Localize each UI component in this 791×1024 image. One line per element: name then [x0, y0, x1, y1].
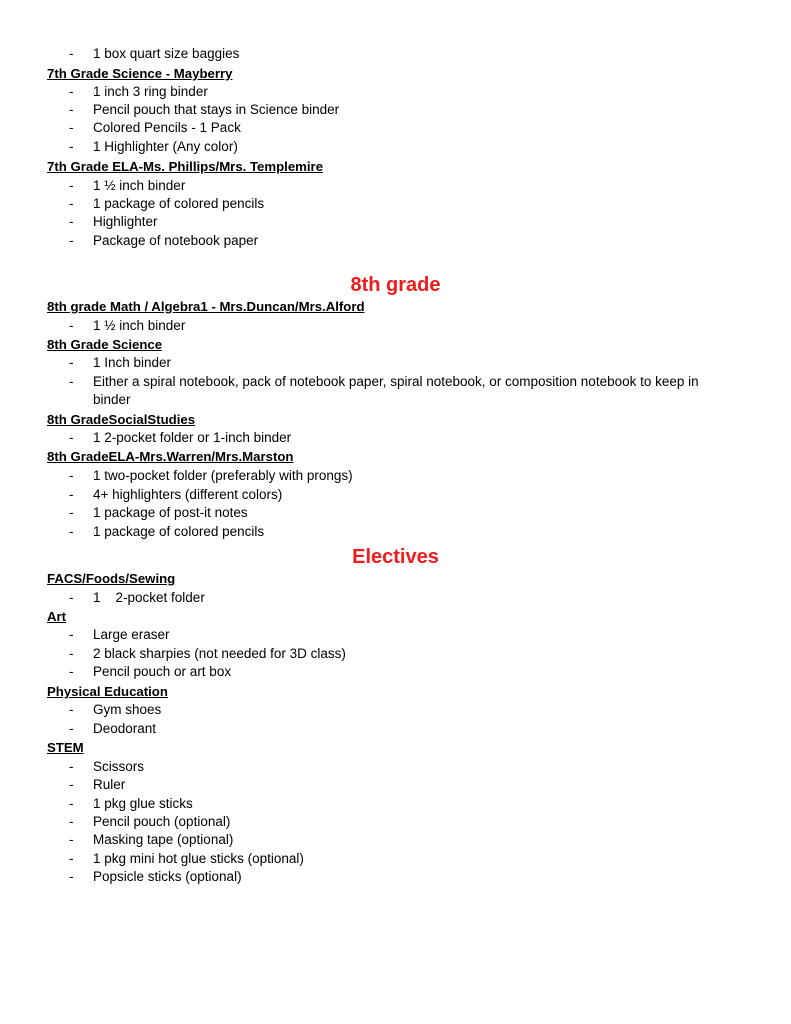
bullet-dash: - [69, 702, 74, 717]
bullet-dash: - [69, 869, 74, 884]
list-item-text: 1 ½ inch binder [93, 178, 186, 193]
bullet-dash: - [69, 355, 74, 370]
bullet-dash: - [69, 851, 74, 866]
bullet-dash: - [69, 721, 74, 736]
bullet-dash: - [69, 468, 74, 483]
list-item-text: Pencil pouch that stays in Science binder [93, 102, 340, 117]
list-item-text: Scissors [93, 759, 145, 774]
bullet-dash: - [69, 233, 74, 248]
bullet-dash: - [69, 178, 74, 193]
bullet-dash: - [69, 505, 74, 520]
list-item-text: Pencil pouch or art box [93, 664, 232, 679]
section-heading-8th-science: 8th Grade Science [47, 337, 163, 352]
list-item-text: 1 two-pocket folder (preferably with prongs) [93, 468, 353, 483]
bullet-dash: - [69, 796, 74, 811]
list-item-text: 1 ½ inch binder [93, 318, 186, 333]
list-item-text: Either a spiral notebook, pack of notebook paper, spiral notebook, or composition notebook to keep in [93, 374, 699, 389]
list-item-text: 1 package of colored pencils [93, 524, 265, 539]
list-item-text: 4+ highlighters (different colors) [93, 487, 283, 502]
section-heading-art: Art [47, 609, 67, 624]
list-item-text: Popsicle sticks (optional) [93, 869, 242, 884]
bullet-dash: - [69, 46, 74, 61]
bullet-dash: - [69, 196, 74, 211]
list-item-text: 1 2-pocket folder or 1-inch binder [93, 430, 292, 445]
bullet-dash: - [69, 374, 74, 389]
list-item-text: Highlighter [93, 214, 158, 229]
bullet-dash: - [69, 487, 74, 502]
list-item-text: 1 package of post-it notes [93, 505, 248, 520]
list-item-text: 1 2-pocket folder [93, 590, 205, 605]
section-heading-7th-ela: 7th Grade ELA-Ms. Phillips/Mrs. Templemire [47, 159, 324, 174]
list-item-text: Package of notebook paper [93, 233, 259, 248]
list-item-text: 1 package of colored pencils [93, 196, 265, 211]
bullet-dash: - [69, 139, 74, 154]
section-heading-8th-math: 8th grade Math / Algebra1 - Mrs.Duncan/Mrs.Alford [47, 299, 365, 314]
list-item-text: Large eraser [93, 627, 170, 642]
list-item-text: 1 Inch binder [93, 355, 172, 370]
section-heading-facs: FACS/Foods/Sewing [47, 571, 176, 586]
bullet-dash: - [69, 664, 74, 679]
bullet-dash: - [69, 120, 74, 135]
electives-title: Electives [352, 546, 439, 568]
section-heading-8th-social-studies: 8th GradeSocialStudies [47, 412, 196, 427]
bullet-dash: - [69, 814, 74, 829]
bullet-dash: - [69, 759, 74, 774]
list-item-text: 2 black sharpies (not needed for 3D class) [93, 646, 346, 661]
bullet-dash: - [69, 777, 74, 792]
section-heading-7th-science: 7th Grade Science - Mayberry [47, 66, 233, 81]
section-heading-physical-education: Physical Education [47, 684, 168, 699]
list-item-text: Masking tape (optional) [93, 832, 234, 847]
section-heading-stem: STEM [47, 740, 84, 755]
bullet-dash: - [69, 524, 74, 539]
list-item-text: Colored Pencils - 1 Pack [93, 120, 241, 135]
list-item-text: Deodorant [93, 721, 157, 736]
list-item-text: 1 inch 3 ring binder [93, 84, 208, 99]
list-item-text: 1 Highlighter (Any color) [93, 139, 238, 154]
section-heading-8th-ela: 8th GradeELA-Mrs.Warren/Mrs.Marston [47, 449, 294, 464]
bullet-dash: - [69, 627, 74, 642]
list-item-text: binder [93, 392, 131, 407]
bullet-dash: - [69, 832, 74, 847]
bullet-dash: - [69, 430, 74, 445]
list-item-text: 1 box quart size baggies [93, 46, 240, 61]
bullet-dash: - [69, 214, 74, 229]
bullet-dash: - [69, 318, 74, 333]
list-item-text: 1 pkg mini hot glue sticks (optional) [93, 851, 304, 866]
list-item-text: Ruler [93, 777, 126, 792]
list-item-text: 1 pkg glue sticks [93, 796, 193, 811]
bullet-dash: - [69, 646, 74, 661]
bullet-dash: - [69, 590, 74, 605]
grade-title-8th: 8th grade [350, 274, 441, 296]
bullet-dash: - [69, 102, 74, 117]
list-item-text: Gym shoes [93, 702, 162, 717]
list-item-text: Pencil pouch (optional) [93, 814, 231, 829]
bullet-dash: - [69, 84, 74, 99]
